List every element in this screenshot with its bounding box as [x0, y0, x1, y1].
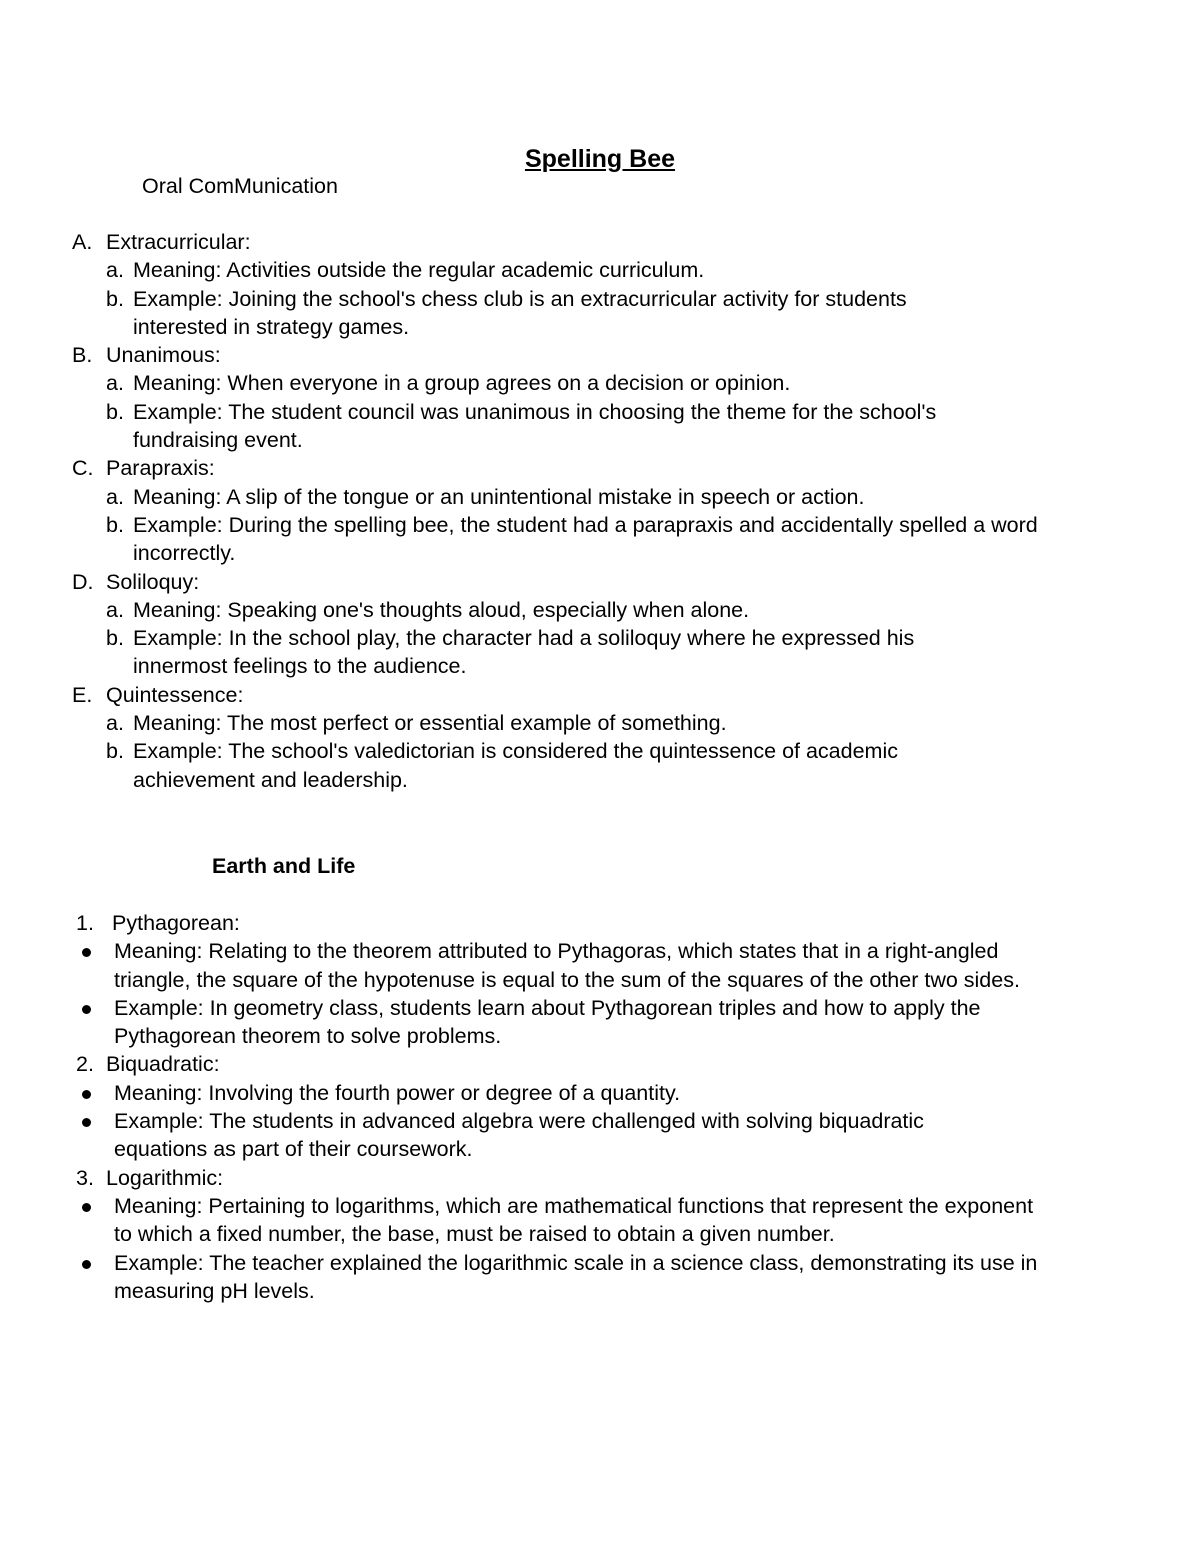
term-row	[72, 681, 1152, 709]
list-item	[72, 681, 1152, 794]
section-heading: Earth and Life	[212, 854, 356, 878]
term-label: Quintessence:	[106, 682, 244, 707]
term-row	[72, 568, 1152, 596]
sub-marker: a.	[106, 711, 124, 736]
sub-marker: b.	[106, 626, 124, 651]
example-text: Example: In the school play, the character had a soliloquy where he expressed his innermost feelings to the audience.	[133, 626, 915, 679]
sub-marker: b.	[106, 286, 124, 311]
bullet-icon	[82, 1005, 91, 1014]
term-label: Unanimous:	[106, 343, 221, 368]
meaning-text: Meaning: Speaking one's thoughts aloud, especially when alone.	[133, 597, 750, 622]
bullet-icon	[82, 1260, 91, 1269]
example-item	[106, 285, 1152, 342]
list-marker: E.	[72, 682, 93, 707]
meaning-item	[106, 483, 1152, 511]
term-label: Pythagorean:	[112, 911, 240, 935]
term-label: Extracurricular:	[106, 230, 251, 254]
example-item	[106, 398, 1152, 455]
meaning-text: Meaning: A slip of the tongue or an unintentional mistake in speech or action.	[133, 484, 865, 509]
example-item	[76, 1107, 1156, 1164]
example-text: Example: In geometry class, students learn about Pythagorean triples and how to apply the Pythagorean theorem to solve problems.	[114, 995, 981, 1049]
list-marker: C.	[72, 456, 94, 481]
term-row	[76, 1164, 1156, 1192]
vocab-list-oral-communication	[72, 228, 1152, 794]
term-row	[76, 1050, 1156, 1078]
list-item	[72, 228, 1152, 341]
sublist	[106, 483, 1152, 568]
sub-marker: b.	[106, 399, 124, 424]
term-label: Logarithmic:	[106, 1165, 224, 1190]
meaning-item	[76, 937, 1156, 994]
list-marker: 3.	[76, 1165, 94, 1190]
document-title: Spelling Bee	[524, 145, 676, 173]
term-row	[72, 228, 1152, 256]
sublist	[106, 709, 1152, 794]
example-text: Example: The school's valedictorian is considered the quintessence of academic achievement and leadership.	[133, 739, 898, 792]
list-item	[72, 454, 1152, 567]
sub-marker: a.	[106, 597, 124, 622]
meaning-item	[76, 1079, 1156, 1107]
meaning-text: Meaning: Involving the fourth power or degree of a quantity.	[114, 1080, 681, 1105]
list-item	[72, 341, 1152, 454]
list-marker: D.	[72, 569, 94, 594]
term-row	[76, 909, 1156, 937]
example-item	[106, 511, 1152, 568]
meaning-item	[106, 256, 1152, 284]
example-text: Example: During the spelling bee, the student had a parapraxis and accidentally spelled a word incorrectly.	[133, 512, 1038, 566]
example-text: Example: The teacher explained the logarithmic scale in a science class, demonstrating its use in measuring pH levels.	[114, 1250, 1038, 1303]
sub-marker: a.	[106, 484, 124, 509]
bullet-icon	[82, 1118, 91, 1127]
list-item	[76, 909, 1156, 1050]
list-marker: 1.	[76, 911, 94, 935]
sublist	[106, 256, 1152, 341]
document-subtitle: Oral ComMunication	[142, 174, 338, 198]
example-text: Example: Joining the school's chess club is an extracurricular activity for students interested in strategy games.	[133, 286, 907, 339]
meaning-text: Meaning: Pertaining to logarithms, which are mathematical functions that represent the exponent to which a fixed number, the base, must be raised to obtain a given number.	[114, 1193, 1034, 1247]
bullet-icon	[82, 1203, 91, 1212]
meaning-text: Meaning: Activities outside the regular academic curriculum.	[133, 258, 705, 283]
list-marker: 2.	[76, 1052, 94, 1077]
list-item	[72, 568, 1152, 681]
term-row	[72, 341, 1152, 369]
example-text: Example: The students in advanced algebra were challenged with solving biquadratic equations as part of their coursework.	[114, 1109, 924, 1162]
meaning-item	[76, 1192, 1156, 1249]
meaning-item	[106, 709, 1152, 737]
example-item	[76, 994, 1156, 1051]
meaning-text: Meaning: When everyone in a group agrees on a decision or opinion.	[133, 371, 791, 396]
sublist	[106, 369, 1152, 454]
term-label: Biquadratic:	[106, 1052, 220, 1077]
list-marker: A.	[72, 230, 93, 254]
example-item	[76, 1249, 1156, 1306]
sub-marker: b.	[106, 512, 124, 537]
example-item	[106, 624, 1152, 681]
meaning-item	[106, 596, 1152, 624]
list-item	[76, 1050, 1156, 1163]
bullet-icon	[82, 948, 91, 957]
meaning-text: Meaning: Relating to the theorem attributed to Pythagoras, which states that in a right-angled triangle, the square of the hypotenuse is equal to the sum of the squares of the other two sides.	[114, 939, 1020, 992]
term-label: Parapraxis:	[106, 456, 215, 481]
list-marker: B.	[72, 343, 93, 368]
meaning-item	[106, 369, 1152, 397]
sublist	[106, 596, 1152, 681]
sub-marker: a.	[106, 371, 124, 396]
term-label: Soliloquy:	[106, 569, 200, 594]
example-text: Example: The student council was unanimous in choosing the theme for the school's fundraising event.	[133, 399, 937, 453]
example-item	[106, 737, 1152, 794]
bullet-icon	[82, 1090, 91, 1099]
sub-marker: a.	[106, 258, 124, 283]
term-row	[72, 454, 1152, 482]
sub-marker: b.	[106, 739, 124, 764]
list-item	[76, 1164, 1156, 1305]
meaning-text: Meaning: The most perfect or essential example of something.	[133, 711, 727, 736]
vocab-list-earth-and-life	[76, 909, 1156, 1305]
